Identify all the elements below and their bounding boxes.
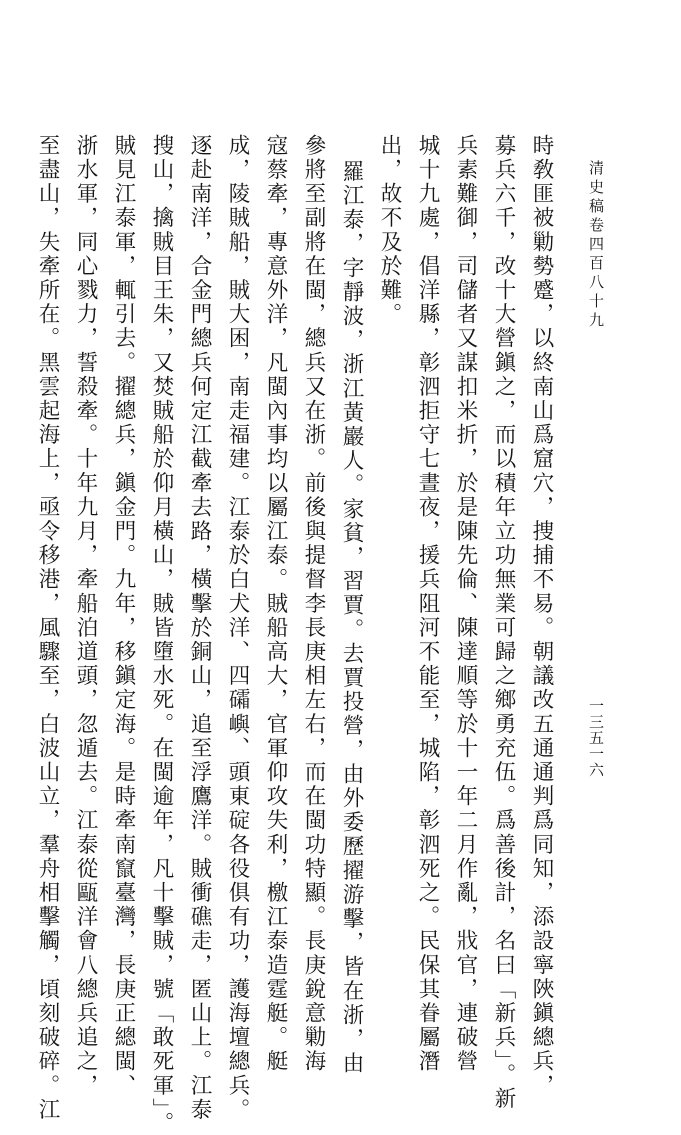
text-column-2: 募兵六千，改十大營鎭之，而以積年立功無業可歸之鄉勇充伍。爲善後計，名曰「新兵」。新 — [491, 134, 516, 1112]
text-column-4: 城十九處，倡洋縣，彰泗拒守七晝夜，援兵阻河不能至，城陷，彰泗死之。民保其眷屬潛 — [415, 134, 440, 1074]
text-column-5: 出，故不及於難。 — [377, 134, 402, 327]
text-column-8: 寇蔡牽，專意外洋，凡閩內事均以屬江泰。賊船高大，官軍仰攻失利，檄江泰造霆艇。艇 — [263, 134, 288, 1074]
text-column-9: 成，陵賊船，賊大困，南走福建。江泰於白犬洋、四礵嶼、頭東碇各役俱有功，護海壇總兵。 — [225, 134, 250, 1123]
text-column-1: 時敎匪被勦勢蹙，以終南山爲窟穴，捜捕不易。朝議改五通通判爲同知，添設寧陜鎭總兵， — [529, 134, 554, 1098]
text-column-3: 兵素難御，司儲者又謀扣米折，於是陳先倫、陳達順等於十一年二月作亂，戕官，連破營 — [453, 134, 478, 1074]
page-number: 一三五一六 — [587, 698, 605, 778]
text-column-12: 賊見江泰軍，輒引去。擢總兵，鎭金門。九年，移鎭定海。是時牽南竄臺灣，長庚正總閩、 — [111, 134, 136, 1098]
text-column-11: 搜山，擒賊目王朱，又焚賊船於仰月橫山，賊皆墮水死。在閩逾年，凡十擊賊，號「敢死軍」。 — [149, 134, 174, 1135]
text-column-13: 浙水軍，同心戮力，誓殺牽。十年九月，牽船泊道頭，忽遁去。江泰從甌洋會八總兵追之， — [73, 134, 98, 1098]
text-column-14: 至盡山，失牽所在。黑雲起海上，亟令移港，風驟至，白波山立，羣舟相擊觸，頃刻破碎。江 — [35, 134, 60, 1123]
running-title: 清史稿卷四百八十九 — [587, 160, 605, 331]
text-column-10: 逐赴南洋，合金門總兵何定江截牽去路，橫擊於銅山，追至浮鷹洋。賊衝礁走，匿山上。江泰 — [187, 134, 212, 1123]
text-column-7: 參將至副將在閩，總兵又在浙。前後與提督李長庚相左右，而在閩功特顯。長庚銳意勦海 — [301, 134, 326, 1074]
text-column-6: 羅江泰，字靜波，浙江黃巖人。家貧，習賈。去賈投營，由外委歷擢游擊，皆在浙，由 — [339, 160, 364, 1076]
